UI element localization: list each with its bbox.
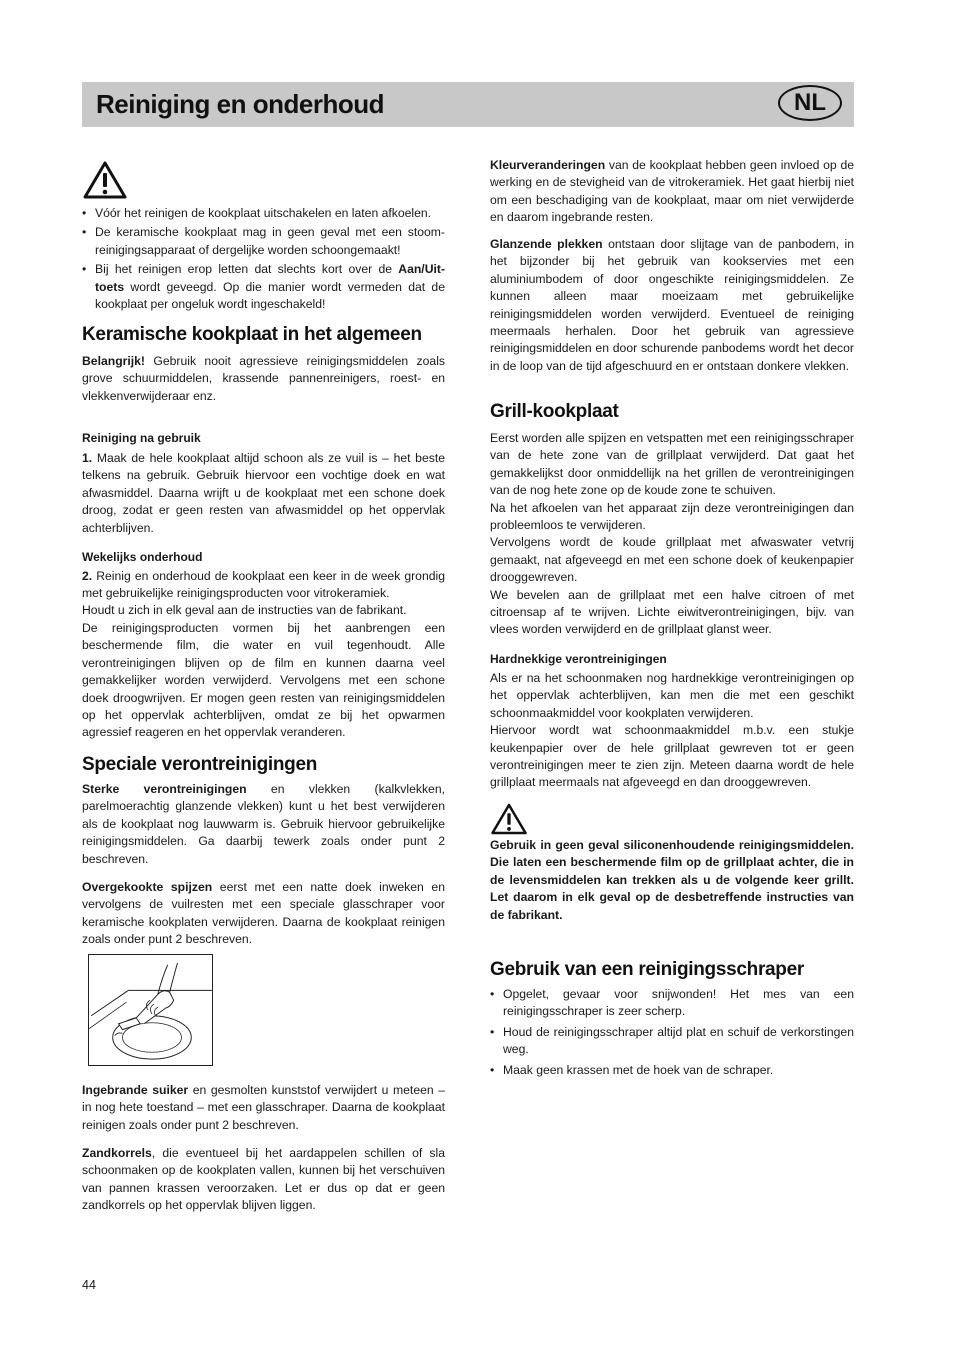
emphasis: Ingebrande suiker	[82, 1083, 189, 1097]
step-number: 1.	[82, 451, 93, 465]
step-number: 2.	[82, 569, 93, 583]
text: Maak de hele kookplaat altijd schoon als ze vuil is – het beste telkens na gebruik. Gebruik hiervoor een vochtige doek en wat afwasmiddel. Daarna wrijft u de kookplaat met een schone doek droog, zodat er geen resten van afwasmiddel op het oppervlak achterblijven.	[82, 451, 445, 535]
text: Gebruik nooit agressieve reinigingsmiddelen zoals grove schuurmiddelen, krassende pannenreinigers, roest- en vlekkenverwijderaar enz.	[82, 354, 445, 403]
section-heading: Keramische kookplaat in het algemeen	[82, 324, 422, 345]
sub-heading: Reiniging na gebruik	[82, 431, 201, 445]
sub-heading: Wekelijks onderhoud	[82, 550, 203, 564]
emphasis: Glanzende plekken	[490, 237, 603, 251]
scraper-list	[490, 986, 854, 1079]
paragraph	[82, 568, 445, 603]
paragraph: Als er na het schoonmaken nog hardnekkige verontreinigingen op het oppervlak achterblijven, kan men die met een geschikt schoonmaakmiddel voor kookplaten verwijderen.	[490, 671, 854, 720]
text: Bij het reinigen erop letten dat slechts kort over de	[95, 262, 399, 277]
page-number: 44	[82, 1278, 96, 1292]
page-title: Reiniging en onderhoud	[96, 89, 384, 119]
section-heading: Speciale verontreinigingen	[82, 754, 318, 775]
list-item: • Vóór het reinigen de kookplaat uitschakelen en laten afkoelen.	[82, 205, 445, 222]
language-badge: NL	[778, 85, 842, 121]
text: wordt geveegd. Op die manier wordt vermeden dat de kookplaat per ongeluk wordt ingeschakeld!	[95, 279, 445, 312]
emphasis: Aan/Uit-toets	[95, 262, 445, 294]
emphasis: Sterke verontreinigingen	[82, 782, 247, 796]
warning-icon	[82, 160, 128, 200]
paragraph	[82, 1082, 445, 1134]
paragraph	[82, 879, 445, 949]
scraper-illustration	[88, 954, 213, 1066]
safety-list	[82, 205, 445, 313]
paragraph: Vervolgens wordt de koude grillplaat met afwaswater vetvrij gemaakt, nat afgeveegd en met een schone doek of keukenpapier drooggewreven.	[490, 535, 854, 585]
grill-text	[490, 430, 854, 639]
emphasis: Kleurveranderingen	[490, 158, 606, 172]
emphasis: Zandkorrels	[82, 1146, 152, 1160]
section-heading: Grill-kookplaat	[490, 401, 619, 422]
header-bar	[82, 82, 854, 127]
text: en vlekken (kalkvlekken, parelmoerachtig glanzende vlekken) kunt u het best verwijderen als de kookplaat nog lauwwarm is. Gebruik hiervoor gebruikelijke reinigingsmiddelen. Ga daarbij tewerk zoals onder punt 2 beschreven.	[82, 782, 445, 866]
paragraph	[490, 157, 854, 227]
paragraph	[82, 1145, 445, 1215]
emphasis: Belangrijk!	[82, 354, 145, 368]
paragraph	[490, 236, 854, 375]
list-item: • Houd de reinigingsschraper altijd plat en schuif de verkorstingen weg.	[490, 1024, 854, 1059]
text: ontstaan door slijtage van de panbodem, in het bijzonder bij het gebruik van kookservies met een aluminiumbodem of door ongeschikte reinigingsmiddelen. Ze kunnen alleen maar moeizaam met gebruikelijke reinigingsmiddelen worden verwijderd. Eventueel de reiniging meermaals herhalen. Door het gebruik van agressieve reinigingsmiddelen en door schurende panbodems wordt het decor in de loop van de tijd afgeschuurd en er ontstaan donkere vlekken.	[490, 237, 854, 373]
paragraph: We bevelen aan de grillplaat met een halve citroen of met citroensap af te wrijven. Lichte eiwitverontreinigingen, bijv. van vlees worden verwijderd en de grillplaat glanst weer.	[490, 587, 854, 637]
paragraph	[82, 353, 445, 405]
emphasis: Overgekookte spijzen	[82, 880, 213, 894]
text: en gesmolten kunststof verwijdert u meteen – in nog hete toestand – met een glasschraper. Daarna de kookplaat reinigen zoals onder punt 2 beschreven.	[82, 1083, 445, 1132]
list-item: • De keramische kookplaat mag in geen geval met een stoom-reinigingsapparaat of dergelijke worden schoongemaakt!	[82, 224, 445, 259]
paragraph: Hiervoor wordt wat schoonmaakmiddel m.b.v. een stukje keukenpapier over de hele grillplaat gewreven tot er geen verontreinigingen meer te zien zijn. Meteen daarna wordt de hele grillplaat meermaals nat afgeveegd en dan drooggewreven.	[490, 723, 854, 790]
paragraph	[82, 450, 445, 537]
hardnekkig-text	[490, 670, 854, 792]
warning-text: Gebruik in geen geval siliconenhoudende reinigingsmiddelen. Die laten een beschermende film op de grillplaat achter, die in de levensmiddelen kan trekken als u de volgende keer grillt. Let daarom in elk geval op de desbetreffende instructies van de fabrikant.	[490, 838, 854, 922]
text: , die eventueel bij het aardappelen schillen of sla schoonmaken op de kookplaten vallen, kunnen bij het verschuiven van pannen krassen veroorzaken. Let er dus op dat er geen zandkorrels op het oppervlak blijven liggen.	[82, 1146, 445, 1213]
paragraph: Na het afkoelen van het apparaat zijn deze verontreinigingen dan probleemloos te verwijderen.	[490, 500, 854, 533]
text: Reinig en onderhoud de kookplaat een keer in de week grondig met gebruikelijke reinigingsproducten voor vitrokeramiek.	[82, 569, 445, 601]
list-item	[82, 261, 445, 313]
paragraph: Eerst worden alle spijzen en vetspatten met een reinigingsschraper van de hete zone van de grillplaat verwijderd. Dat gaat het gemakkelijkst door onmiddellijk na het grillen de verontreinigingen van de nog hete zone op de koude zone te schuiven.	[490, 431, 854, 498]
list-item: • Maak geen krassen met de hoek van de schraper.	[490, 1062, 854, 1079]
sub-heading: Hardnekkige verontreinigingen	[490, 652, 667, 666]
warning-icon	[490, 802, 528, 836]
paragraph: Houdt u zich in elk geval aan de instructies van de fabrikant.	[82, 603, 407, 617]
section-heading: Gebruik van een reinigingsschraper	[490, 959, 804, 980]
text: eerst met een natte doek inweken en vervolgens de vuilresten met een speciale glasschraper voor keramische kookplaten verwijderen. Daarna de kookplaat reinigen zoals onder punt 2 beschreven.	[82, 880, 445, 947]
paragraph	[82, 781, 445, 868]
text: van de kookplaat hebben geen invloed op de werking en de stevigheid van de vitrokeramiek. Het gaat hierbij niet om een beschadiging van de kookplaat, maar om niet verwijderde en daarom ingebrande resten.	[490, 158, 854, 225]
list-item: • Opgelet, gevaar voor snijwonden! Het mes van een reinigingsschraper is zeer scherp.	[490, 986, 854, 1021]
paragraph: De reinigingsproducten vormen bij het aanbrengen een beschermende film, die water en vuil tegenhoudt. Alle verontreinigingen blijven op de film en kunnen daarna veel gemakkelijker worden verwijderd. Vervolgens met een schone doek droogwrijven. Er mogen geen resten van reinigingsmiddelen op het oppervlak achterblijven, omdat ze bij het opwarmen agressief reageren en het oppervlak veranderen.	[82, 621, 445, 740]
